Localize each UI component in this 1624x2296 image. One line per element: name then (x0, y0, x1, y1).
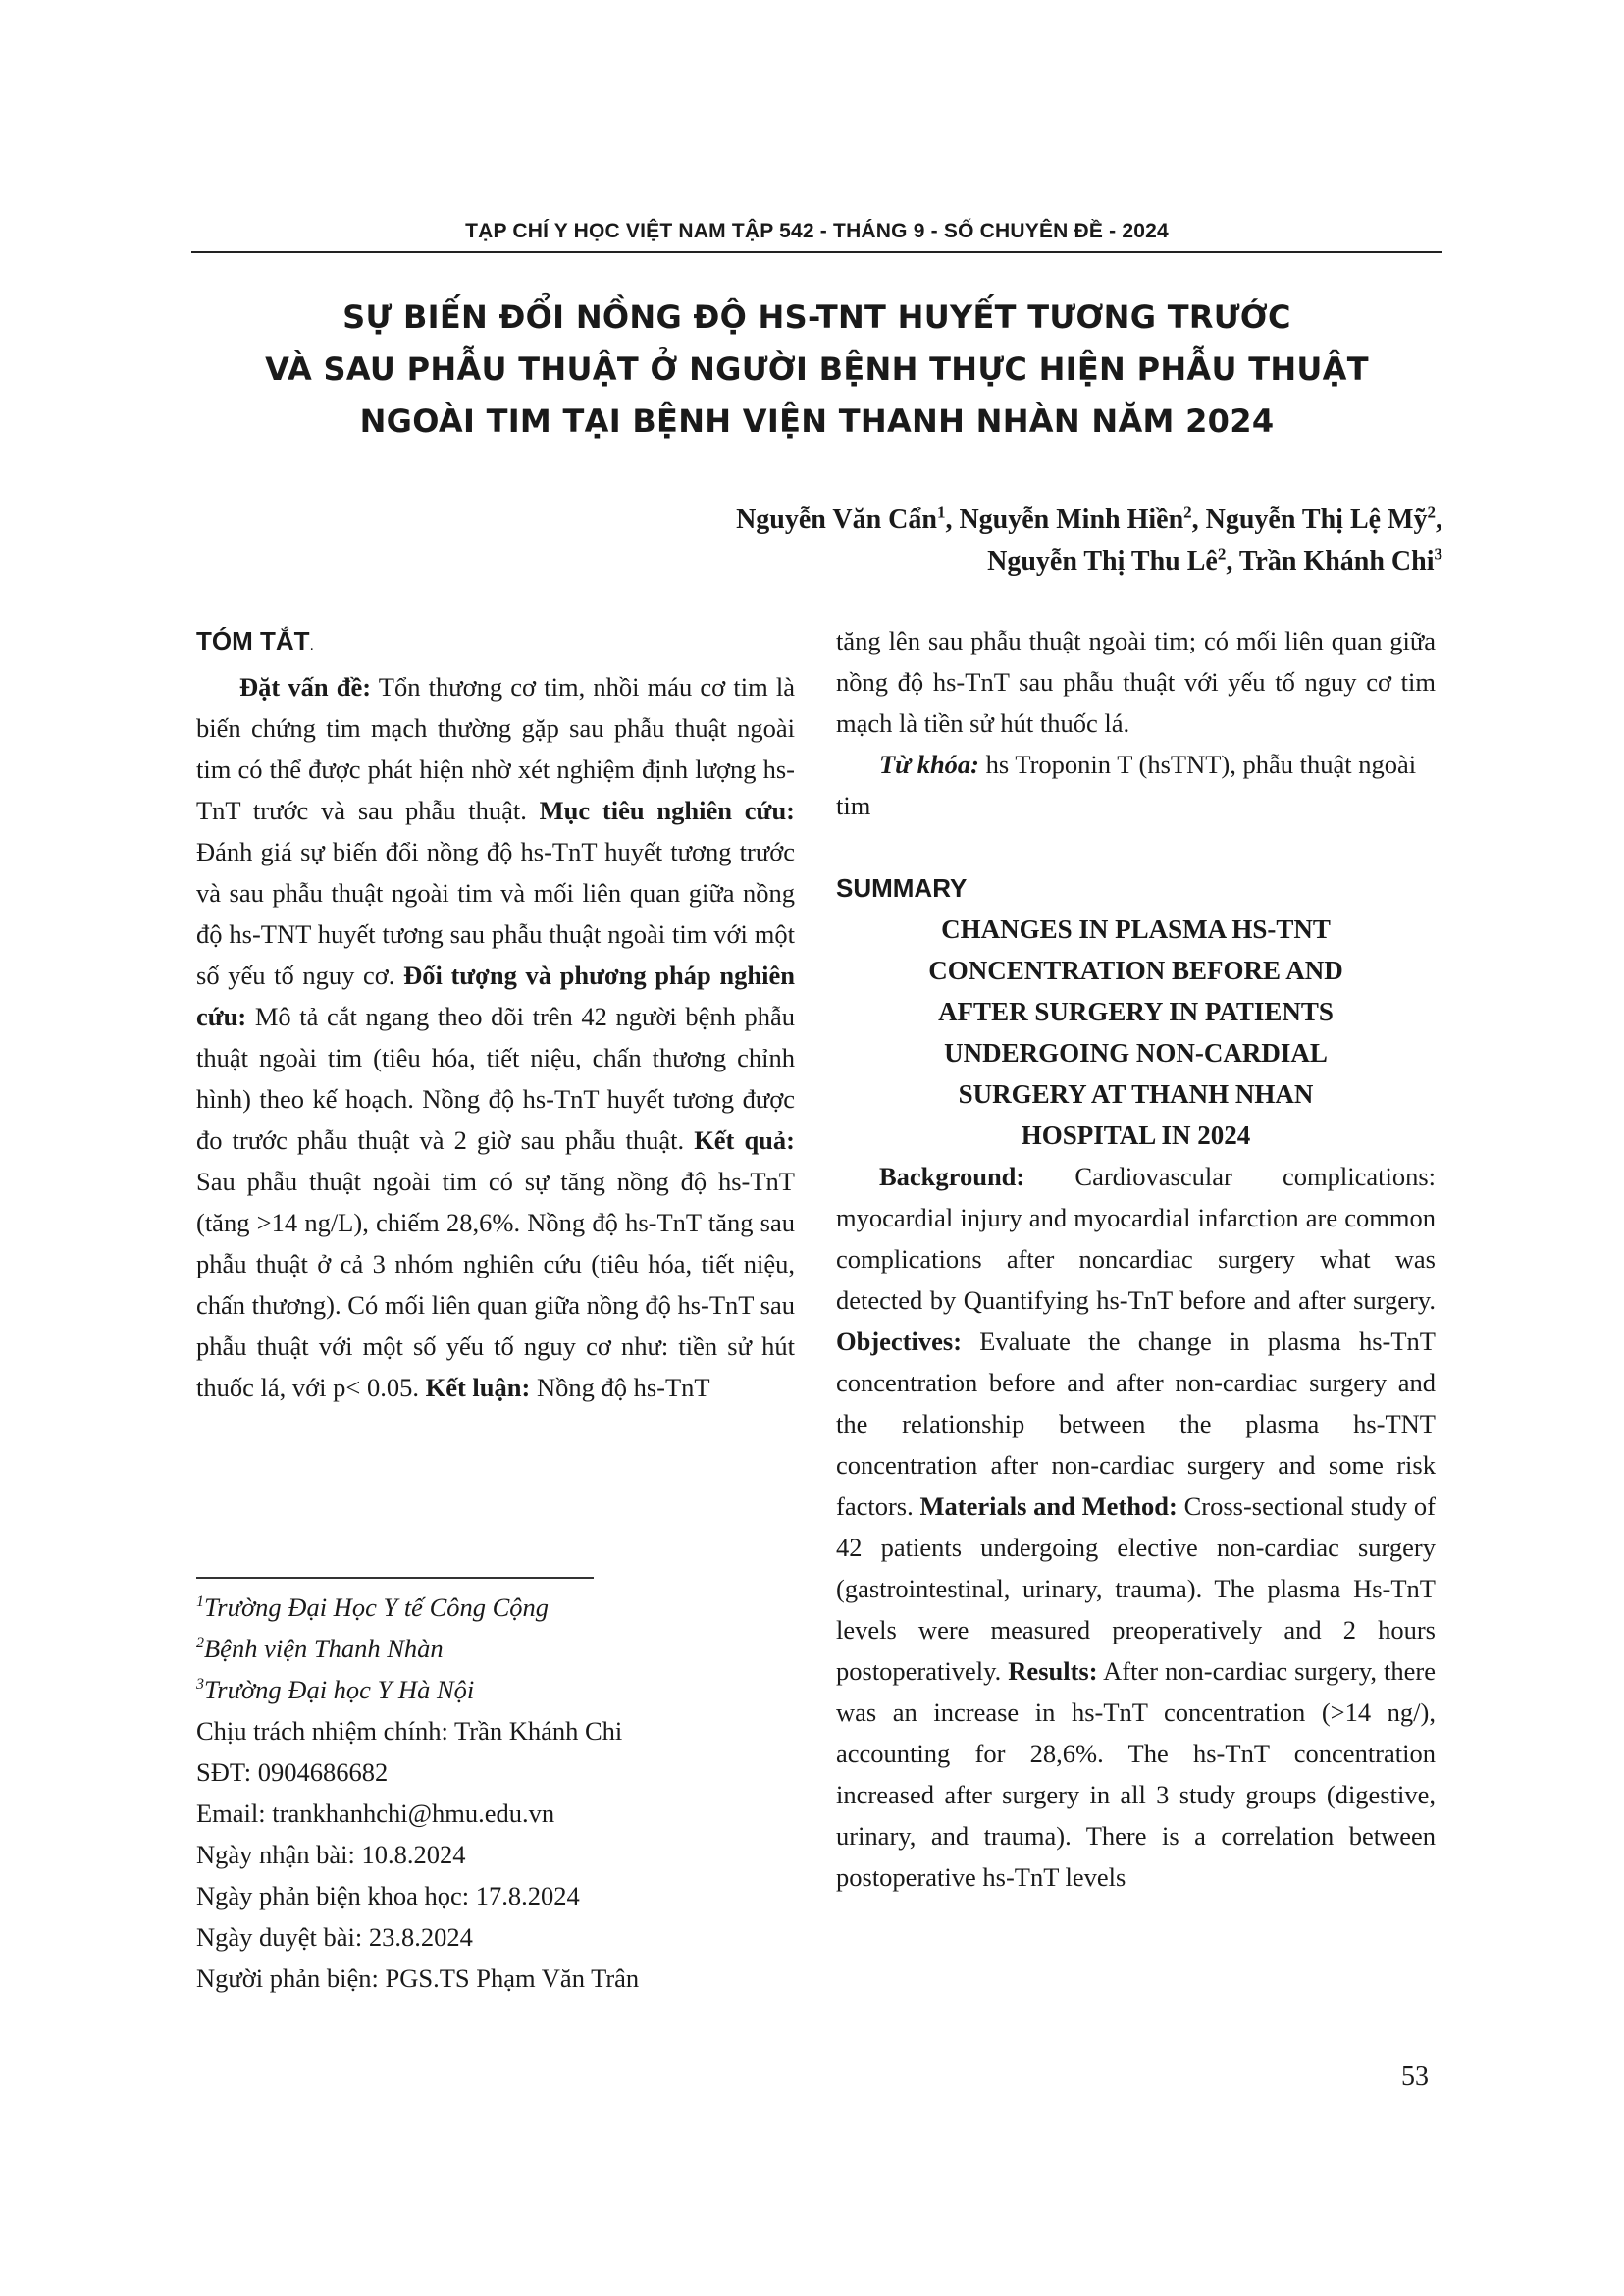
methods-text: Mô tả cắt ngang theo dõi trên 42 người bệnh phẫu thuật ngoài tim (tiêu hóa, tiết niệu, chấn thương chỉnh hình) theo kế hoạch. Nồng độ hs-TnT huyết tương được đo trước phẫu thuật và 2 giờ sau phẫu thuật. (196, 1002, 795, 1155)
affiliation-1 (196, 1587, 805, 1628)
responsible-author: Chịu trách nhiệm chính: Trần Khánh Chi (196, 1716, 623, 1746)
keywords-text: hs Troponin T (hsTNT), phẫu thuật ngoài tim (836, 750, 1417, 820)
reviewer: Người phản biện: PGS.TS Phạm Văn Trân (196, 1963, 640, 1993)
summary-title-line: SURGERY AT THANH NHAN (958, 1079, 1314, 1109)
author-name: Nguyễn Văn Cẩn (736, 504, 937, 535)
results-label: Kết quả: (694, 1125, 795, 1155)
author-name: Nguyễn Minh Hiền (959, 504, 1184, 535)
author-list (736, 498, 1442, 583)
author-name: Nguyễn Thị Thu Lê (987, 547, 1218, 577)
title-line: VÀ SAU PHẪU THUẬT Ở NGƯỜI BỆNH THỰC HIỆN PHẪU THUẬT (265, 350, 1369, 388)
summary-title-line: UNDERGOING NON-CARDIAL (944, 1038, 1328, 1068)
author-line-2 (736, 541, 1442, 583)
en-objectives-text: Evaluate the change in plasma hs-TnT concentration before and after non-cardiac surgery and the relationship between the plasma hs-TNT concentration after non-cardiac surgery and some risk factors. (836, 1327, 1436, 1521)
received-date: Ngày nhận bài: 10.8.2024 (196, 1840, 466, 1869)
summary-title-line: CHANGES IN PLASMA HS-TNT (941, 914, 1331, 944)
en-results-label: Results: (1008, 1656, 1098, 1686)
author-name: Trần Khánh Chi (1238, 547, 1435, 577)
author-separator: , (945, 504, 960, 535)
affiliation-3 (196, 1669, 805, 1710)
summary-title-line: HOSPITAL IN 2024 (1021, 1121, 1251, 1150)
conclusion-text-start: Nồng độ hs-TnT (530, 1373, 710, 1402)
en-methods-label: Materials and Method: (919, 1491, 1178, 1521)
author-affiliation: 2 (1183, 502, 1192, 522)
en-background-label: Background: (879, 1162, 1025, 1191)
author-separator: , (1226, 547, 1239, 577)
background-label: Đặt vấn đề: (239, 672, 372, 702)
summary-title-line: AFTER SURGERY IN PATIENTS (938, 997, 1334, 1026)
affiliation-marker: 2 (196, 1635, 204, 1652)
header-rule (191, 251, 1442, 253)
article-title (191, 291, 1442, 447)
abstract-heading (196, 620, 795, 666)
footnote-rule (196, 1577, 594, 1579)
author-affiliation: 1 (936, 502, 946, 522)
email: Email: trankhanhchi@hmu.edu.vn (196, 1799, 555, 1828)
abstract-heading-dot: . (309, 637, 314, 653)
author-affiliation: 2 (1217, 545, 1227, 564)
en-objectives-label: Objectives: (836, 1327, 963, 1356)
affiliation-text: Trường Đại Học Y tế Công Cộng (204, 1592, 550, 1622)
results-text: Sau phẫu thuật ngoài tim có sự tăng nồng độ hs-TnT (tăng >14 ng/L), chiếm 28,6%. Nồng độ hs-TnT tăng sau phẫu thuật ở cả 3 nhóm nghiên cứu (tiêu hóa, tiết niệu, chấn thương). Có mối liên quan giữa nồng độ hs-TnT sau phẫu thuật với một số yếu tố nguy cơ như: tiền sử hút thuốc lá, với p< 0.05. (196, 1167, 795, 1402)
affiliation-marker: 3 (196, 1676, 204, 1694)
footnotes (196, 1587, 805, 1999)
objectives-label: Mục tiêu nghiên cứu: (539, 796, 796, 825)
reviewed-date: Ngày phản biện khoa học: 17.8.2024 (196, 1881, 580, 1910)
en-results-text: After non-cardiac surgery, there was an increase in hs-TnT concentration (>14 ng/), accounting for 28,6%. The hs-TnT concentration increased after surgery in all 3 study groups (digestive, urinary, and trauma). There is a correlation between postoperative hs-TnT levels (836, 1656, 1436, 1892)
author-name: Nguyễn Thị Lệ Mỹ (1205, 504, 1428, 535)
summary-title-line: CONCENTRATION BEFORE AND (928, 956, 1343, 985)
author-affiliation: 2 (1427, 502, 1436, 522)
abstract-heading-text: TÓM TẮT (196, 626, 310, 655)
author-line-1 (736, 498, 1442, 541)
author-affiliation: 3 (1434, 545, 1442, 564)
summary-paragraph (836, 1156, 1436, 1898)
right-column (836, 620, 1436, 1898)
spacer (836, 826, 1436, 867)
phone: SĐT: 0904686682 (196, 1757, 389, 1787)
author-separator: , (1191, 504, 1206, 535)
title-line: SỰ BIẾN ĐỔI NỒNG ĐỘ HS-TNT HUYẾT TƯƠNG TRƯỚC (342, 298, 1291, 336)
summary-title (836, 909, 1436, 1156)
accepted-date: Ngày duyệt bài: 23.8.2024 (196, 1922, 473, 1952)
affiliation-text: Trường Đại học Y Hà Nội (204, 1675, 475, 1704)
conclusion-continued: tăng lên sau phẫu thuật ngoài tim; có mối liên quan giữa nồng độ hs-TnT sau phẫu thuật với yếu tố nguy cơ tim mạch là tiền sử hút thuốc lá. (836, 626, 1436, 738)
en-background-text: Cardiovascular complications: myocardial injury and myocardial infarction are common complications after noncardiac surgery what was detected by Quantifying hs-TnT before and after surgery. (836, 1162, 1436, 1315)
keywords (836, 744, 1436, 826)
affiliation-text: Bệnh viện Thanh Nhàn (204, 1634, 444, 1663)
keywords-label: Từ khóa: (879, 750, 980, 779)
en-methods-text: Cross-sectional study of 42 patients undergoing elective non-cardiac surgery (gastrointestinal, urinary, trauma). The plasma Hs-TnT levels were measured preoperatively and 2 hours postoperatively. (836, 1491, 1436, 1686)
background-text: Tổn thương cơ tim, nhồi máu cơ tim là biến chứng tim mạch thường gặp sau phẫu thuật ngoài tim có thể được phát hiện nhờ xét nghiệm định lượng hs-TnT trước và sau phẫu thuật. (196, 672, 795, 825)
title-line: NGOÀI TIM TẠI BỆNH VIỆN THANH NHÀN NĂM 2024 (359, 402, 1275, 440)
affiliation-marker: 1 (196, 1593, 204, 1611)
conclusion-label: Kết luận: (425, 1373, 531, 1402)
objectives-text: Đánh giá sự biến đổi nồng độ hs-TnT huyết tương trước và sau phẫu thuật ngoài tim và mối liên quan giữa nồng độ hs-TNT huyết tương sau phẫu thuật ngoài tim với một số yếu tố nguy cơ. (196, 837, 795, 990)
journal-header: TẠP CHÍ Y HỌC VIỆT NAM TẬP 542 - THÁNG 9 - SỐ CHUYÊN ĐỀ - 2024 (465, 220, 1169, 242)
affiliation-2 (196, 1628, 805, 1669)
left-column (196, 620, 795, 1408)
abstract-vi-paragraph (196, 666, 795, 1408)
page-number: 53 (1401, 2061, 1429, 2092)
author-separator: , (1436, 504, 1442, 535)
methods-label: Đối tượng và phương pháp nghiên cứu: (196, 961, 796, 1031)
summary-heading: SUMMARY (836, 873, 968, 903)
